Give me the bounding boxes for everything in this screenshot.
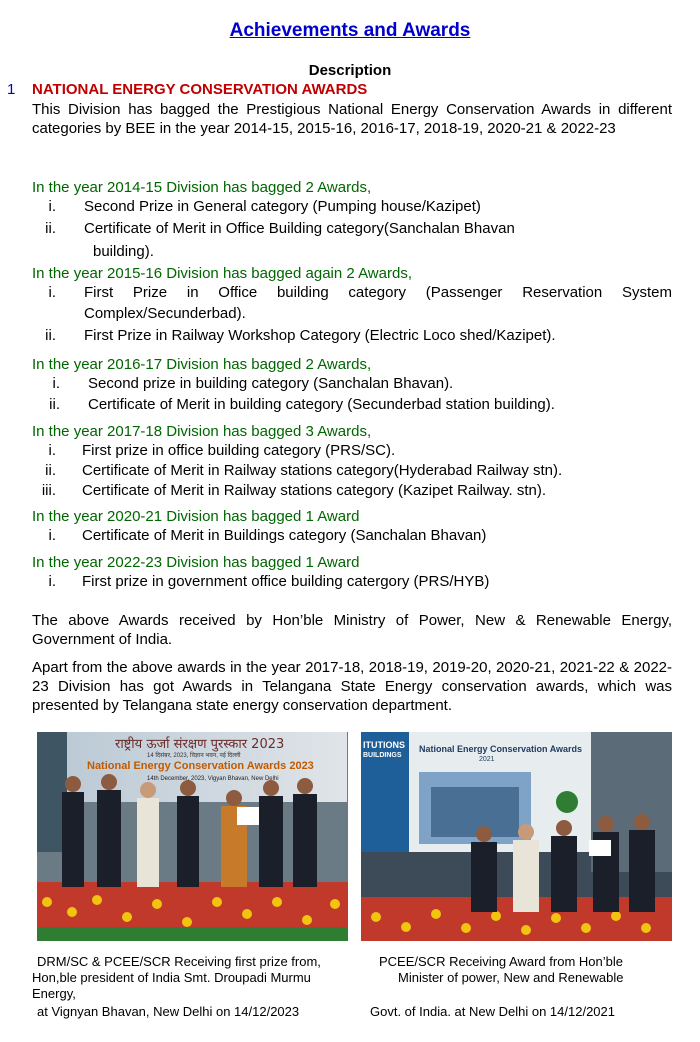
banner-title: National Energy Conservation Awards 2023 bbox=[87, 760, 314, 772]
caption-right-line1: PCEE/SCR Receiving Award from Hon’ble bbox=[379, 954, 623, 969]
photo-right-scene bbox=[361, 732, 672, 941]
intro-paragraph: This Division has bagged the Prestigious National Energy Conservation Awards in different categories by BEE in the year 2014-15, 2015-16, 2016-17, 2018-19, 2020-21 & 2022-23 bbox=[32, 101, 672, 137]
telangana-paragraph: Apart from the above awards in the year 2017-18, 2018-19, 2019-20, 2020-21, 2021-22 & 2022-23 Division has got Awards in Telangana State Energy conservation awards, which was presented by Telangana state energy conservation department. bbox=[32, 659, 672, 714]
caption-right-line2: Minister of power, New and Renewable bbox=[398, 970, 624, 985]
year-heading: In the year 2022-23 Division has bagged 1 Award bbox=[32, 554, 360, 571]
description-heading: Description bbox=[308, 62, 392, 79]
caption-left-line3: Energy, bbox=[32, 986, 76, 1001]
caption-left-line2: Hon,ble president of India Smt. Droupadi Murmu bbox=[32, 970, 311, 985]
year-heading: In the year 2017-18 Division has bagged 3 Awards, bbox=[32, 423, 372, 440]
year-heading: In the year 2015-16 Division has bagged again 2 Awards, bbox=[32, 265, 412, 282]
banner-hindi-sub: 14 दिसंबर, 2023, विज्ञान भवन, नई दिल्ली bbox=[147, 753, 241, 759]
section-title: NATIONAL ENERGY CONSERVATION AWARDS bbox=[32, 81, 368, 98]
banner-left-text: ITUTIONS bbox=[363, 740, 405, 750]
list-item-continuation: Complex/Secunderbad). bbox=[84, 305, 246, 322]
closing-paragraph: The above Awards received by Hon’ble Ministry of Power, New & Renewable Energy, Government of India. bbox=[32, 612, 672, 648]
section-number: 1 bbox=[7, 81, 16, 98]
banner-date: 14th December, 2023, Vigyan Bhavan, New Delhi bbox=[147, 776, 279, 782]
page-title: Achievements and Awards bbox=[229, 20, 471, 41]
banner-hindi-text: राष्ट्रीय ऊर्जा संरक्षण पुरस्कार 2023 bbox=[115, 737, 285, 752]
year-heading: In the year 2016-17 Division has bagged 2 Awards, bbox=[32, 356, 372, 373]
list-item-continuation: building). bbox=[93, 243, 154, 260]
award-photo-left bbox=[37, 732, 348, 941]
banner-year: 2021 bbox=[479, 756, 495, 763]
year-heading: In the year 2020-21 Division has bagged 1 Award bbox=[32, 508, 360, 525]
banner-left-text2: BUILDINGS bbox=[363, 752, 402, 759]
year-heading: In the year 2014-15 Division has bagged 2 Awards, bbox=[32, 179, 372, 196]
caption-left-line4: at Vignyan Bhavan, New Delhi on 14/12/2023 bbox=[37, 1004, 300, 1019]
banner-title: National Energy Conservation Awards bbox=[419, 744, 583, 754]
caption-left-line1: DRM/SC & PCEE/SCR Receiving first prize from, bbox=[37, 954, 321, 969]
caption-right-line3: Govt. of India. at New Delhi on 14/12/2021 bbox=[370, 1004, 615, 1019]
award-photo-right bbox=[361, 732, 672, 941]
